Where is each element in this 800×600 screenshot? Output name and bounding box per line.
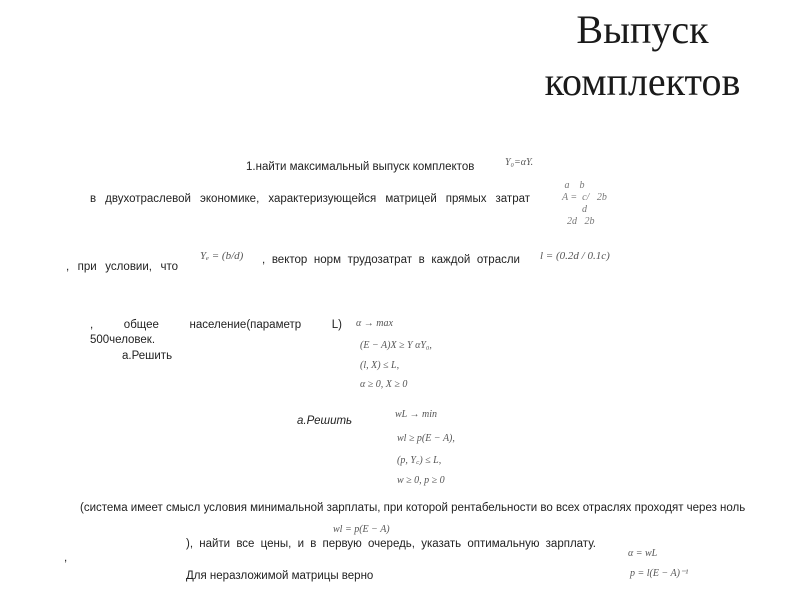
slide-title: [520, 4, 765, 108]
final-formula-p: p = l(E − A)⁻¹: [630, 568, 689, 579]
system1-line2: (E − A)X ≥ Y αY₀,: [360, 340, 432, 351]
matrix-a-formula: a b A = c/ 2b d 2d 2b: [562, 180, 607, 227]
population-value: 500человек.: [90, 334, 156, 346]
system2-line4: w ≥ 0, p ≥ 0: [397, 475, 445, 486]
paragraph-system-meaning: (система имеет смысл условия минимальной зарплаты, при которой рентабельности во всех отраслях проходят через ноль: [80, 502, 746, 514]
task1-text: 1.найти максимальный выпуск комплектов: [246, 161, 475, 173]
task1-formula: Y₀=αY.: [505, 157, 534, 168]
paragraph-condition: , при условии, что: [66, 261, 178, 273]
labor-vector-formula: l = (0.2d / 0.1c): [540, 250, 610, 262]
solve-a-first: а.Решить: [122, 350, 173, 362]
system2-line2: wl ≥ p(E − A),: [397, 433, 455, 444]
system2-line1: wL → min: [395, 409, 438, 420]
prices-lead-comma: ,: [64, 552, 68, 564]
system1-line3: (l, X) ≤ L,: [360, 360, 400, 371]
solve-a-second: а.Решить: [297, 415, 353, 427]
system2-line3: (p, Y꜀) ≤ L,: [397, 455, 442, 466]
paragraph-prices: ), найти все цены, и в первую очередь, указать оптимальную зарплату.: [186, 538, 596, 550]
final-formula-alpha: α = wL: [628, 548, 658, 559]
wl-formula: wl = p(E − A): [333, 524, 390, 535]
slide-title-line2: комплектов: [544, 59, 741, 104]
paragraph-irreducible: Для неразложимой матрицы верно: [186, 570, 374, 582]
system1-line1: α → max: [356, 318, 393, 329]
paragraph-population: , общее население(параметр L): [90, 319, 342, 331]
slide-title-line1: Выпуск: [576, 7, 709, 52]
yc-vector-formula: Yₑ = (b/d): [200, 250, 244, 262]
system1-line4: α ≥ 0, X ≥ 0: [360, 379, 408, 390]
paragraph-labor: , вектор норм трудозатрат в каждой отрасли: [262, 254, 520, 266]
paragraph-matrix: в двухотраслевой экономике, характеризующейся матрицей прямых затрат: [90, 193, 530, 205]
